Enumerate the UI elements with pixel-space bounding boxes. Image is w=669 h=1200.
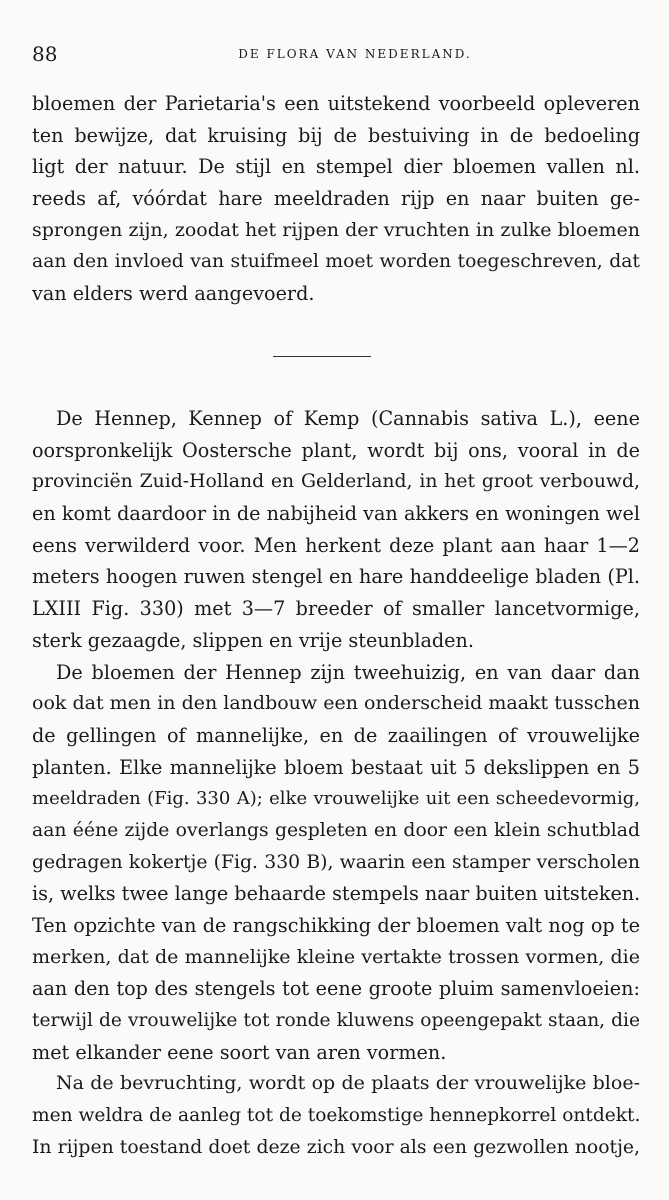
- text-line: Na de bevruchting, wordt op de plaats der vrouwelijke bloe-: [56, 1072, 640, 1095]
- text-line: oorspronkelijk Oostersche plant, wordt bij ons, vooral in de: [32, 438, 640, 462]
- text-line: van elders werd aangevoerd.: [32, 282, 315, 306]
- main-text: [32, 403, 640, 1164]
- text-line: eens verwilderd voor. Men herkent deze plant aan haar 1—2: [32, 533, 640, 557]
- text-line: ook dat men in den landbouw een onderscheid maakt tusschen: [32, 692, 640, 715]
- paragraph-2: [32, 403, 640, 657]
- text-line: aan ééne zijde overlangs gespleten en door een klein schutblad: [32, 819, 640, 841]
- text-line: merken, dat de mannelijke kleine vertakte trossen vormen, die: [32, 945, 640, 968]
- text-line: aan den top des stengels tot eene groote pluim samenvloeien:: [32, 977, 640, 1001]
- text-line: ten bewijze, dat kruising bij de bestuiving in de bedoeling: [32, 123, 640, 147]
- paragraph-3: [32, 657, 640, 1069]
- text-line: De bloemen der Hennep zijn tweehuizig, en van daar dan: [56, 660, 640, 684]
- text-line: is, welks twee lange behaarde stempels naar buiten uitsteken.: [32, 882, 640, 906]
- text-line: en komt daardoor in de nabijheid van akkers en woningen wel: [32, 502, 640, 526]
- text-line: De Hennep, Kennep of Kemp (Cannabis sativa L.), eene: [56, 407, 640, 430]
- text-line: planten. Elke mannelijke bloem bestaat uit 5 dekslippen en 5: [32, 755, 640, 779]
- text-line: provinciën Zuid-Holland en Gelderland, in het groot verbouwd,: [32, 471, 640, 493]
- text-line: terwijl de vrouwelijke tot ronde kluwens opeengepakt staan, die: [32, 1010, 640, 1032]
- text-line: sprongen zijn, zoodat het rijpen der vruchten in zulke bloemen: [32, 218, 640, 241]
- page-number: 88: [32, 42, 58, 66]
- text-line: LXIII Fig. 330) met 3—7 breeder of smaller lancetvormige,: [32, 597, 640, 621]
- text-line: ligt der natuur. De stijl en stempel dier bloemen vallen nl.: [32, 155, 640, 179]
- text-line: gedragen kokertje (Fig. 330 B), waarin een stamper verscholen: [32, 851, 640, 873]
- text-line: meters hoogen ruwen stengel en hare handdeelige bladen (Pl.: [32, 565, 640, 589]
- text-line: met elkander eene soort van aren vormen.: [32, 1040, 447, 1064]
- text-line: de gellingen of mannelijke, en de zaailingen of vrouwelijke: [32, 723, 640, 747]
- text-line: bloemen der Parietaria's een uitstekend voorbeeld opleveren: [32, 92, 640, 115]
- text-line: men weldra de aanleg tot de toekomstige hennepkorrel ontdekt.: [32, 1105, 640, 1127]
- text-line: meeldraden (Fig. 330 A); elke vrouwelijke uit een scheedevormig,: [32, 788, 640, 810]
- running-head: DE FLORA VAN NEDERLAND.: [238, 47, 472, 61]
- paragraph-1: [32, 88, 640, 310]
- paragraph-4: [32, 1068, 640, 1163]
- text-line: reeds af, vóórdat hare meeldraden rijp en naar buiten ge-: [32, 187, 640, 211]
- page-header: [32, 42, 642, 66]
- text-line: Ten opzichte van de rangschikking der bloemen valt nog op te: [32, 914, 640, 937]
- section-separator: [273, 356, 371, 357]
- text-line: sterk gezaagde, slippen en vrije steunbladen.: [32, 628, 474, 652]
- text-line: In rijpen toestand doet deze zich voor als een gezwollen nootje,: [32, 1136, 640, 1158]
- text-line: aan den invloed van stuifmeel moet worden toegeschreven, dat: [32, 251, 640, 273]
